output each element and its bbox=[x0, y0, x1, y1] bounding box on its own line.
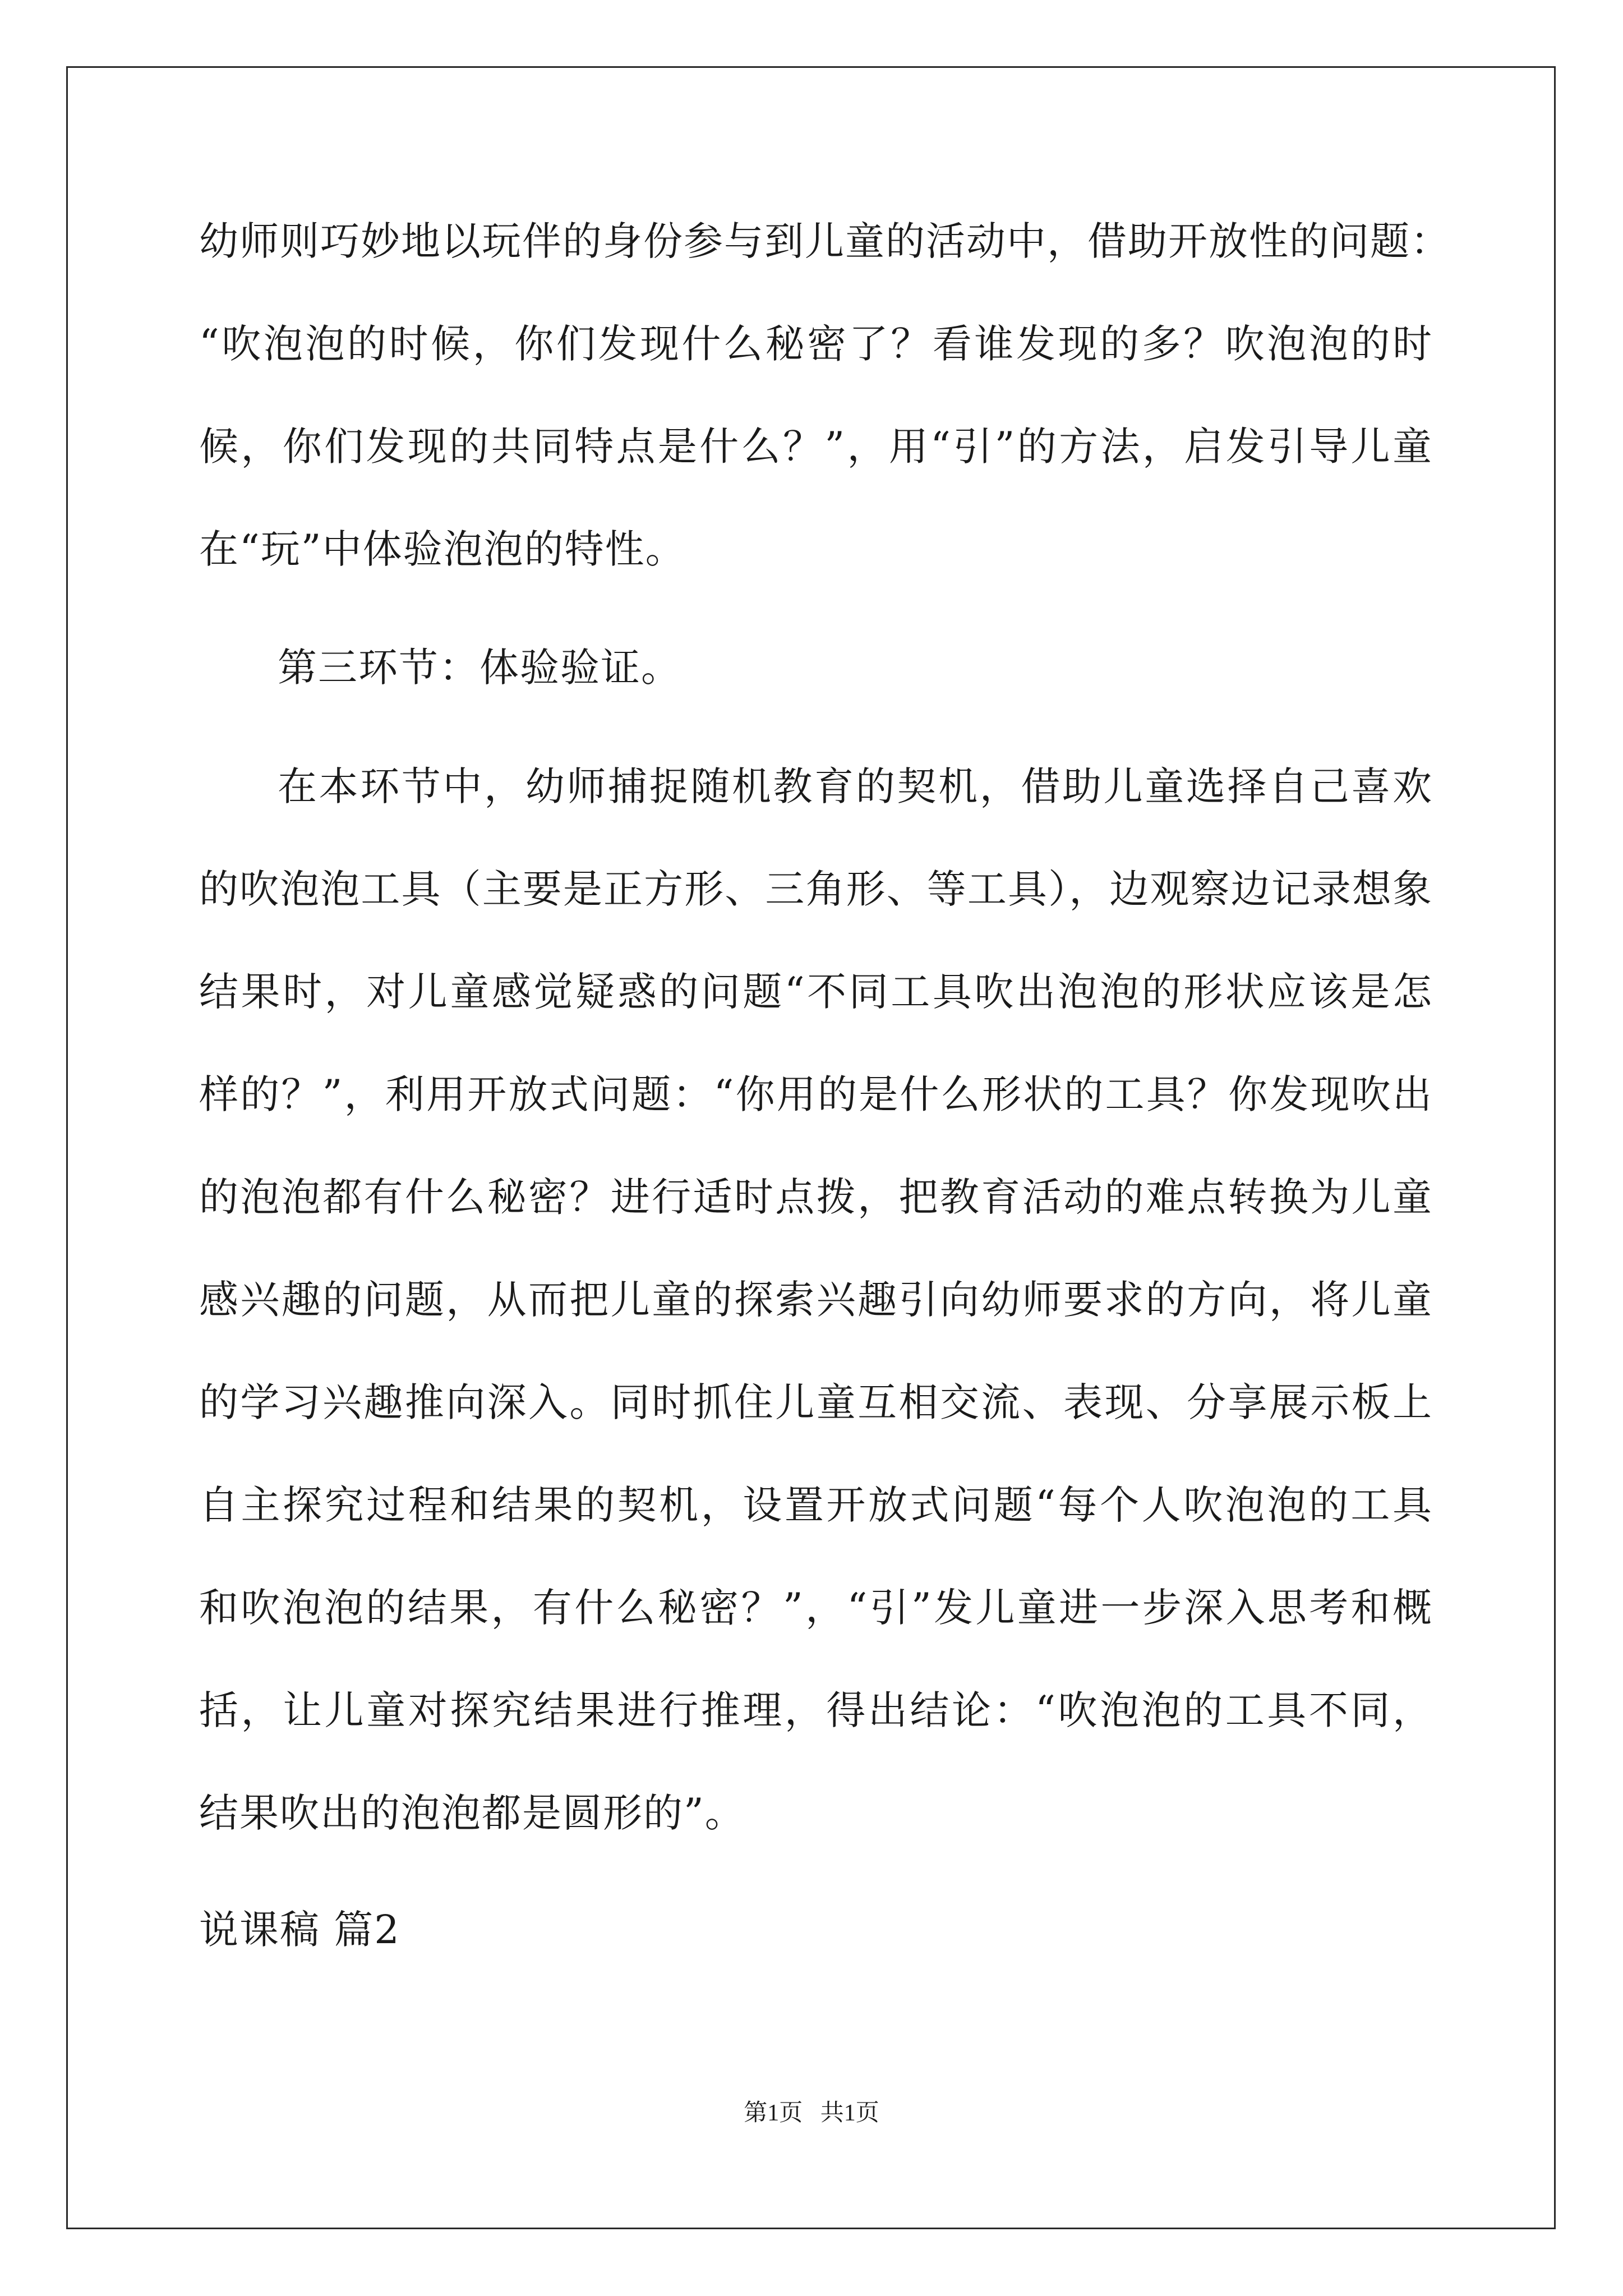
text-line: 感兴趣的问题，从而把儿童的探索兴趣引向幼师要求的方向，将儿童 bbox=[199, 1277, 1433, 1323]
section-heading: 说课稿 篇2 bbox=[199, 1907, 400, 1953]
page-border bbox=[66, 66, 1556, 2229]
text-line: 结果吹出的泡泡都是圆形的”。 bbox=[199, 1790, 745, 1836]
text-line: 和吹泡泡的结果，有什么秘密？”，“引”发儿童进一步深入思考和概 bbox=[199, 1585, 1433, 1631]
text-line: 在“玩”中体验泡泡的特性。 bbox=[199, 526, 686, 572]
page-footer bbox=[0, 2099, 1623, 2127]
text-line: 结果时，对儿童感觉疑惑的问题“不同工具吹出泡泡的形状应该是怎 bbox=[199, 969, 1433, 1015]
text-line: 样的？”，利用开放式问题：“你用的是什么形状的工具？你发现吹出 bbox=[199, 1071, 1433, 1117]
page-total: 共1页 bbox=[820, 2100, 879, 2126]
text-line: 候，你们发现的共同特点是什么？”，用“引”的方法，启发引导儿童 bbox=[199, 424, 1433, 470]
text-line: 的学习兴趣推向深入。同时抓住儿童互相交流、表现、分享展示板上 bbox=[199, 1379, 1433, 1425]
text-line: 括，让儿童对探究结果进行推理，得出结论：“吹泡泡的工具不同， bbox=[199, 1687, 1433, 1733]
text-line: 自主探究过程和结果的契机，设置开放式问题“每个人吹泡泡的工具 bbox=[199, 1482, 1433, 1528]
text-line: 在本环节中，幼师捕捉随机教育的契机，借助儿童选择自己喜欢 bbox=[278, 763, 1433, 809]
text-line: “吹泡泡的时候，你们发现什么秘密了？看谁发现的多？吹泡泡的时 bbox=[199, 321, 1433, 367]
text-line: 幼师则巧妙地以玩伴的身份参与到儿童的活动中，借助开放性的问题： bbox=[199, 218, 1451, 264]
page-number: 第1页 bbox=[744, 2100, 803, 2126]
text-line: 的吹泡泡工具（主要是正方形、三角形、等工具），边观察边记录想象 bbox=[199, 866, 1433, 912]
text-line: 的泡泡都有什么秘密？进行适时点拨，把教育活动的难点转换为儿童 bbox=[199, 1174, 1433, 1220]
section-subheading: 第三环节：体验验证。 bbox=[278, 645, 681, 691]
